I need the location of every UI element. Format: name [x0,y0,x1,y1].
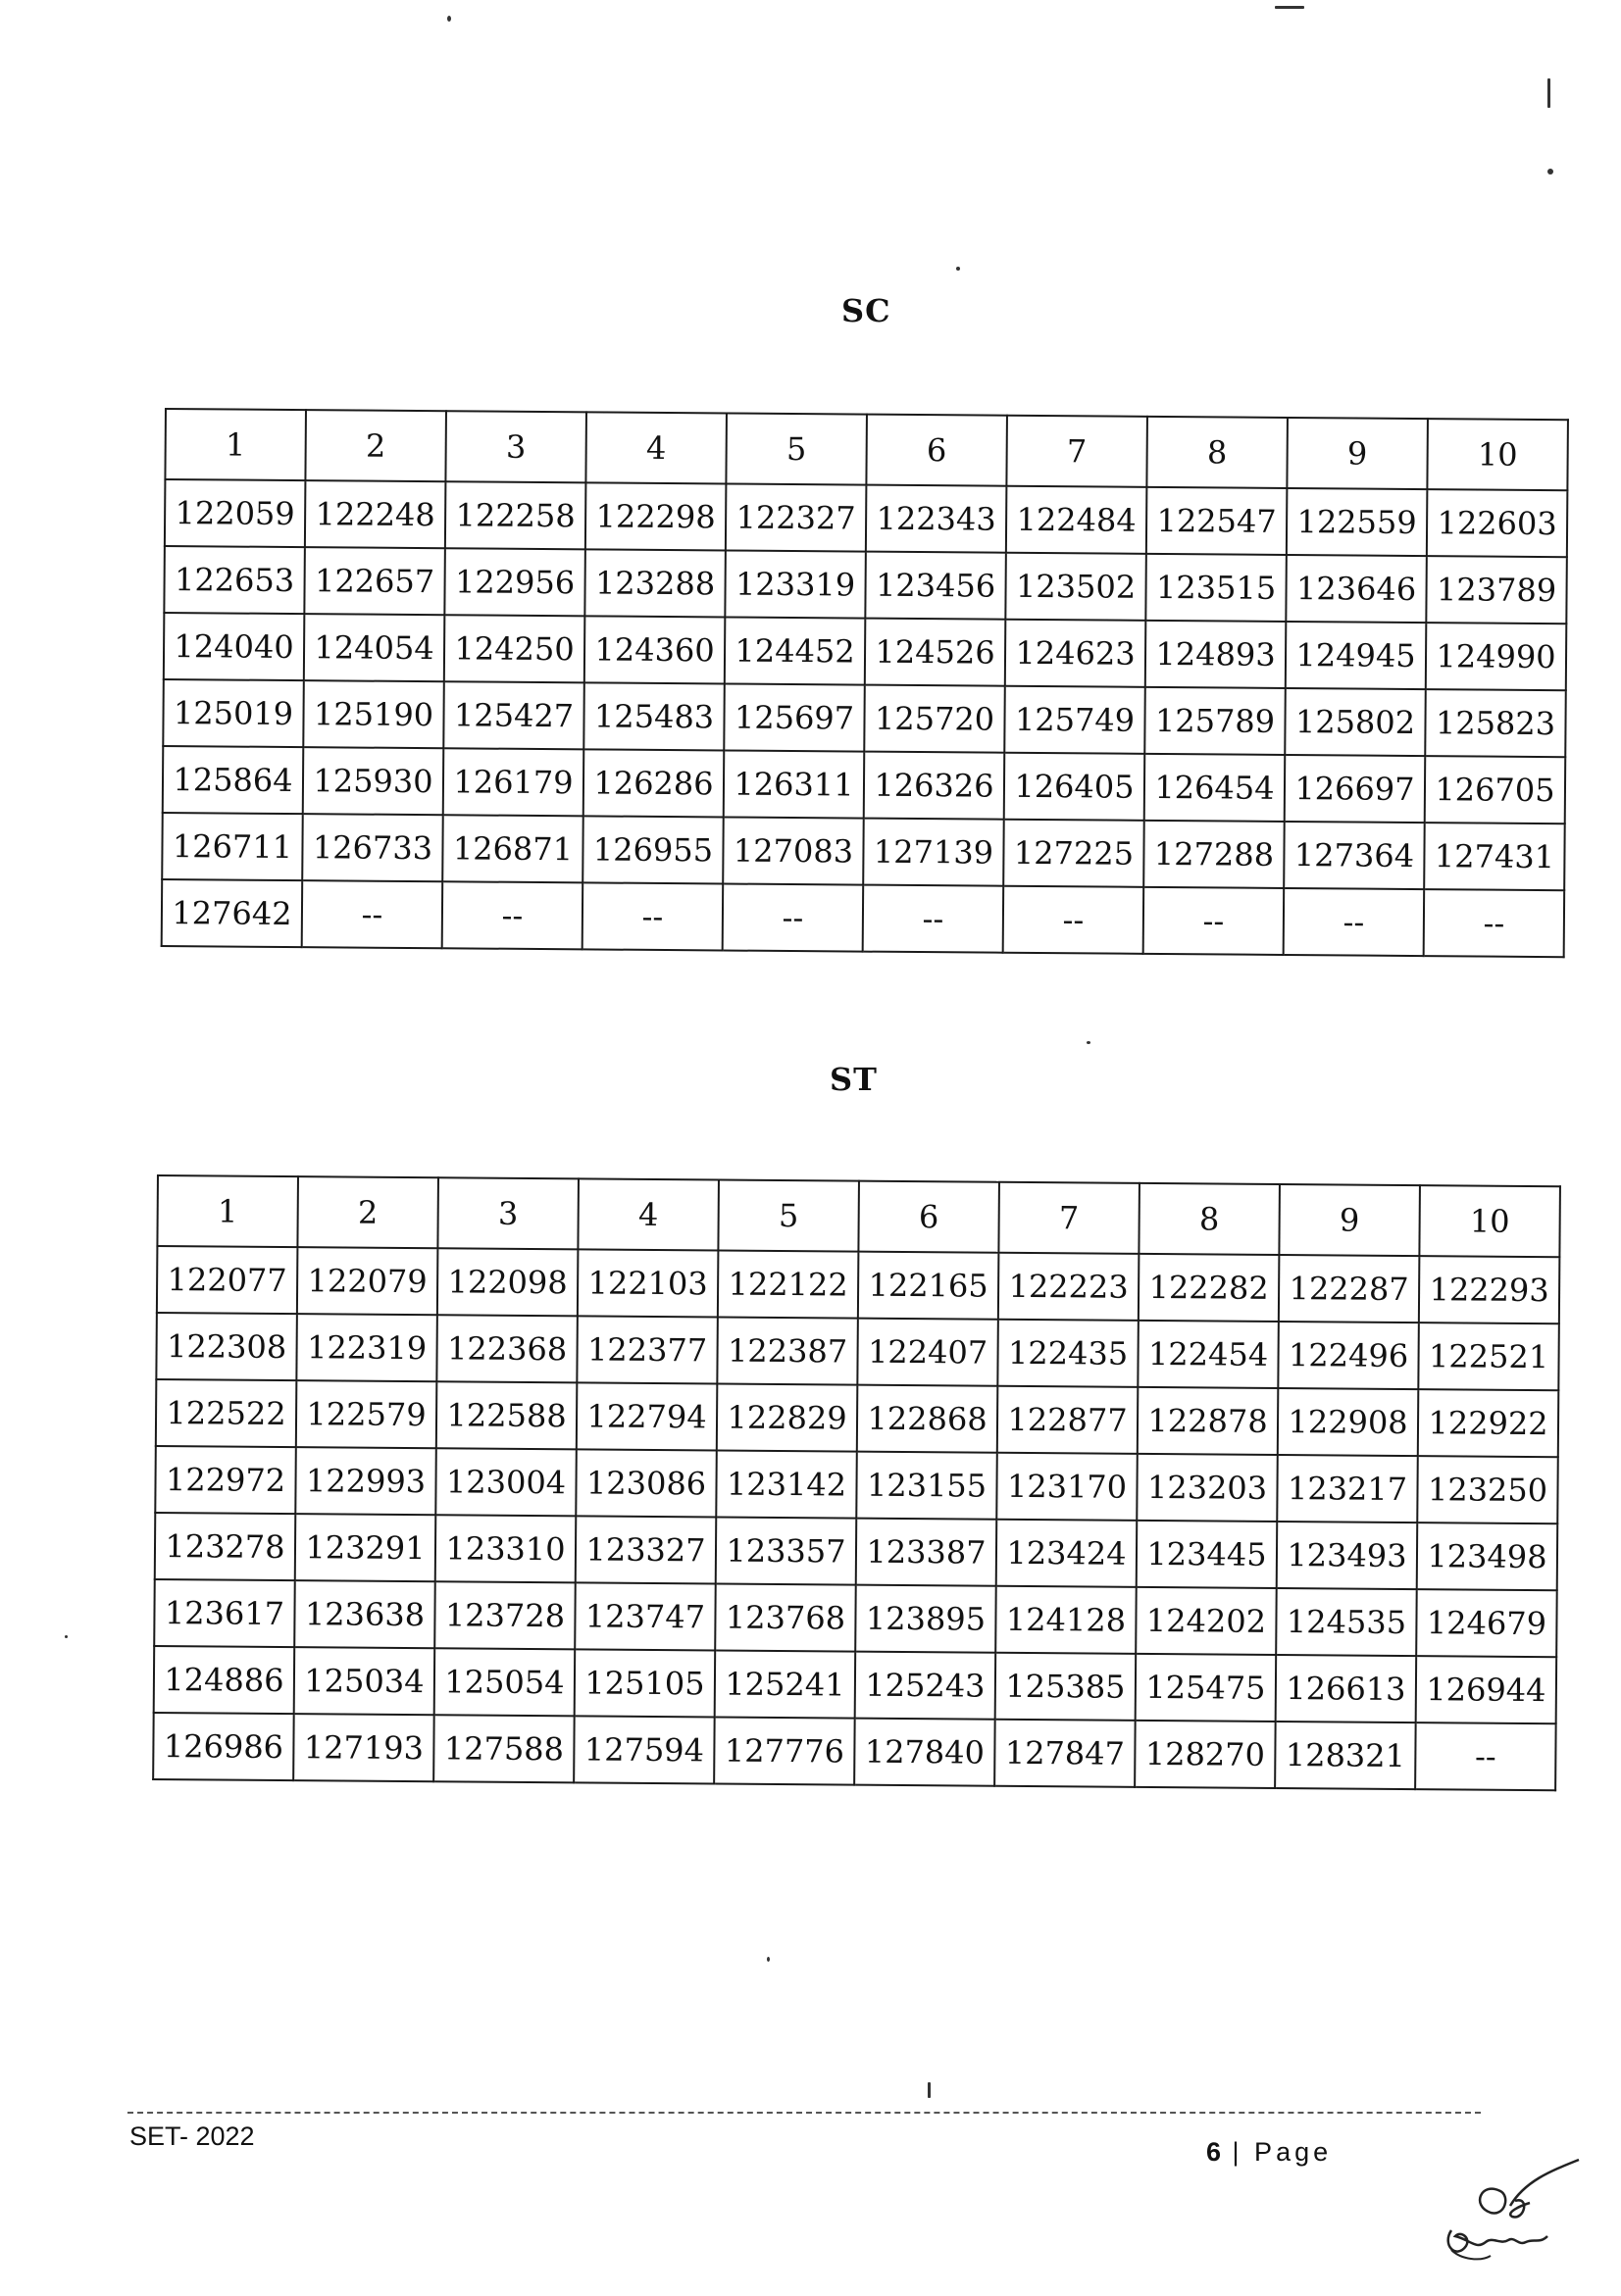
roll-number-cell: 122521 [1418,1323,1559,1390]
roll-number-cell: 123638 [294,1580,435,1648]
roll-number-cell: 122922 [1418,1389,1559,1457]
roll-number-cell: 122343 [866,485,1007,553]
table-row [156,1313,1558,1390]
roll-number-cell: -- [302,880,443,948]
table-row [163,679,1565,757]
table-row [153,1713,1555,1790]
roll-number-cell: 122327 [726,483,867,551]
roll-number-cell: 126705 [1425,756,1566,824]
roll-number-cell: 125427 [443,681,584,749]
roll-number-cell: 124679 [1416,1589,1557,1657]
column-header: 4 [578,1178,719,1250]
table-row [163,746,1565,824]
roll-number-cell: 123493 [1277,1522,1418,1589]
column-header: 9 [1279,1184,1420,1256]
roll-number-cell: 127847 [994,1720,1136,1787]
roll-number-cell: 122165 [858,1252,999,1320]
column-header: 3 [445,411,586,482]
table-row [155,1446,1557,1523]
roll-number-cell: 122377 [577,1316,718,1383]
roll-number-cell: 123086 [576,1449,717,1517]
roll-number-cell: 127083 [723,817,864,884]
roll-number-cell: -- [723,883,864,951]
roll-number-cell: 126733 [302,814,443,881]
table-row [154,1579,1556,1657]
roll-number-cell: 122579 [296,1380,437,1448]
roll-number-cell: 125823 [1425,689,1566,757]
roll-number-cell: 123617 [154,1579,295,1647]
table-row [164,613,1566,690]
roll-number-cell: 122868 [857,1385,998,1453]
st-roll-number-table [152,1174,1561,1791]
roll-number-cell: 123278 [155,1513,296,1580]
roll-number-cell: 122287 [1279,1255,1420,1323]
roll-number-cell: 122653 [164,546,305,614]
column-header: 1 [165,409,306,480]
roll-number-cell: 122547 [1146,487,1288,555]
roll-number-cell: 122293 [1419,1256,1560,1323]
roll-number-cell: 123728 [434,1581,576,1649]
column-header: 10 [1419,1185,1560,1257]
roll-number-cell: 123646 [1286,555,1427,623]
roll-number-cell: 123445 [1137,1521,1278,1588]
roll-number-cell: 126986 [153,1713,294,1780]
roll-number-cell: 122484 [1006,486,1147,554]
scan-speck [447,16,451,22]
table-row [162,813,1564,890]
roll-number-cell: 123498 [1417,1522,1558,1590]
roll-number-cell: 122454 [1138,1321,1279,1388]
roll-number-cell: 122077 [157,1246,298,1314]
roll-number-cell: 125483 [583,682,725,750]
roll-number-cell: 122122 [718,1250,859,1318]
roll-number-cell: 126326 [864,752,1005,820]
roll-number-cell: 123291 [295,1514,436,1581]
roll-number-cell: 128321 [1275,1722,1416,1789]
roll-number-cell: 123142 [716,1450,857,1518]
roll-number-cell: -- [1003,886,1144,954]
roll-number-cell: 127288 [1143,821,1285,888]
roll-number-cell: 126955 [583,816,724,883]
roll-number-cell: 127588 [433,1715,575,1782]
roll-number-cell: 127193 [293,1714,434,1781]
sc-section-title: SC [841,292,891,329]
roll-number-cell: 127594 [574,1716,715,1783]
roll-number-cell: -- [583,882,724,950]
roll-number-cell: 126179 [443,748,584,816]
roll-number-cell: 122794 [577,1382,718,1450]
roll-number-cell: 123768 [715,1583,856,1651]
roll-number-cell: 126613 [1276,1655,1417,1722]
scan-speck [1547,78,1550,108]
roll-number-cell: 127364 [1284,822,1425,889]
roll-number-cell: 122657 [304,547,445,615]
roll-number-cell: 126454 [1144,754,1286,822]
column-header: 9 [1287,418,1428,489]
roll-number-cell: 123747 [575,1582,716,1650]
roll-number-cell: 125385 [995,1653,1137,1721]
roll-number-cell: 125475 [1136,1654,1277,1722]
table-header-row [157,1175,1560,1257]
roll-number-cell: 125241 [715,1650,856,1718]
roll-number-cell: 122588 [436,1381,578,1449]
roll-number-cell: 124990 [1426,623,1567,690]
column-header: 10 [1427,419,1568,490]
column-header: 8 [1146,417,1288,488]
roll-number-cell: 122878 [1138,1387,1279,1455]
roll-number-cell: 124054 [304,614,445,681]
roll-number-cell: 124040 [164,613,305,680]
roll-number-cell: 123789 [1426,556,1567,624]
roll-number-cell: 122368 [436,1315,578,1382]
scan-speck [767,1957,770,1962]
roll-number-cell: 125697 [724,683,865,751]
roll-number-cell: 122098 [437,1248,579,1316]
roll-number-cell: 126405 [1004,753,1145,821]
table-row [157,1246,1559,1323]
roll-number-cell: 127776 [714,1717,855,1784]
roll-number-cell: 125749 [1004,686,1145,754]
roll-number-cell: 124893 [1145,621,1287,688]
roll-number-cell: 123327 [576,1516,717,1583]
roll-number-cell: 122059 [165,479,306,547]
roll-number-cell: 125034 [294,1647,435,1715]
handwritten-signature [1432,2152,1598,2270]
roll-number-cell: 125802 [1285,688,1426,756]
table-row [165,479,1567,557]
roll-number-cell: 123217 [1277,1455,1418,1522]
roll-number-cell: 125789 [1144,687,1286,755]
roll-number-cell: -- [1415,1722,1556,1790]
column-header: 2 [305,410,446,481]
roll-number-cell: 123170 [996,1453,1138,1521]
roll-number-cell: 122603 [1427,489,1568,557]
roll-number-cell: 122298 [585,482,727,550]
roll-number-cell: 122435 [997,1320,1139,1387]
roll-number-cell: 122079 [297,1247,438,1315]
st-section-title: ST [830,1061,878,1098]
roll-number-cell: 124526 [865,619,1006,686]
roll-number-cell: 124886 [154,1646,295,1714]
page-label: | Page [1232,2137,1333,2167]
roll-number-cell: 122972 [155,1446,296,1514]
roll-number-cell: 127840 [854,1719,995,1786]
column-header: 4 [585,412,727,483]
roll-number-cell: 123456 [865,552,1006,620]
scan-speck [956,267,960,271]
roll-number-cell: 122877 [997,1386,1139,1454]
column-header: 7 [1006,416,1147,487]
roll-number-cell: 124250 [444,615,585,682]
roll-number-cell: 122496 [1278,1322,1419,1389]
scan-speck [928,2082,931,2098]
roll-number-cell: 124360 [584,616,726,683]
column-header: 3 [437,1177,579,1249]
roll-number-cell: -- [1424,889,1565,957]
table-row [162,879,1564,957]
roll-number-cell: 122319 [296,1314,437,1381]
roll-number-cell: 122282 [1139,1254,1280,1322]
roll-number-cell: 122908 [1278,1388,1419,1456]
roll-number-cell: 125105 [575,1649,716,1717]
roll-number-cell: -- [1143,887,1285,955]
roll-number-cell: 123387 [856,1519,997,1586]
roll-number-cell: 122522 [156,1379,297,1447]
roll-number-cell: 122407 [857,1319,998,1386]
roll-number-cell: 125864 [163,746,304,814]
roll-number-cell: 123319 [725,550,866,618]
table-row [155,1513,1557,1590]
roll-number-cell: 122829 [717,1383,858,1451]
roll-number-cell: 124623 [1005,620,1146,687]
roll-number-cell: 127431 [1424,823,1565,890]
roll-number-cell: 124202 [1136,1587,1277,1655]
roll-number-cell: 124128 [995,1586,1137,1654]
roll-number-cell: 125720 [864,685,1005,753]
roll-number-cell: 123155 [856,1452,997,1520]
roll-number-cell: 124945 [1286,622,1427,689]
roll-number-cell: 122387 [717,1317,858,1384]
roll-number-cell: 125019 [163,679,304,747]
roll-number-cell: 123203 [1137,1454,1278,1522]
roll-number-cell: 127642 [162,879,303,947]
roll-number-cell: 125190 [303,680,444,748]
column-header: 7 [998,1182,1140,1254]
table-header-row [165,409,1568,490]
roll-number-cell: 123310 [435,1515,577,1582]
footer-page-indicator [1206,2137,1332,2168]
roll-number-cell: 122993 [295,1447,436,1515]
roll-number-cell: 123288 [584,549,726,617]
roll-number-cell: 122258 [445,481,586,549]
column-header: 5 [718,1180,859,1252]
table-row [154,1646,1556,1723]
scan-speck [1275,6,1304,9]
sc-roll-number-table [161,408,1569,958]
roll-number-cell: -- [863,885,1004,953]
column-header: 6 [858,1181,999,1253]
column-header: 1 [157,1175,298,1247]
roll-number-cell: 126711 [162,813,303,880]
column-header: 8 [1139,1183,1280,1255]
footer-exam-label: SET- 2022 [129,2121,255,2151]
column-header: 5 [726,414,867,485]
scan-speck [1547,169,1553,175]
roll-number-cell: 125243 [855,1652,996,1720]
roll-number-cell: 126697 [1285,755,1426,823]
roll-number-cell: 122248 [305,480,446,548]
roll-number-cell: 122308 [156,1313,297,1380]
roll-number-cell: 125930 [303,747,444,815]
roll-number-cell: 122223 [998,1253,1140,1321]
roll-number-cell: 126871 [442,815,583,882]
page-number: 6 [1206,2137,1222,2167]
scan-speck [1087,1041,1090,1044]
roll-number-cell: 123004 [435,1448,577,1516]
roll-number-cell: 123357 [716,1517,857,1584]
roll-number-cell: 124452 [725,617,866,684]
roll-number-cell: 123250 [1417,1456,1558,1523]
roll-number-cell: 126311 [724,750,865,818]
roll-number-cell: 123502 [1005,553,1146,621]
footer-divider [127,2112,1481,2114]
roll-number-cell: 123895 [855,1585,996,1653]
roll-number-cell: 123424 [996,1520,1138,1587]
roll-number-cell: 122559 [1287,488,1428,556]
roll-number-cell: 127225 [1003,820,1144,887]
roll-number-cell: 127139 [863,819,1004,886]
roll-number-cell: 124535 [1276,1588,1417,1656]
column-header: 6 [866,415,1007,486]
roll-number-cell: -- [442,881,583,949]
roll-number-cell: 122103 [578,1249,719,1317]
roll-number-cell: 126944 [1416,1656,1557,1723]
roll-number-cell: 123515 [1145,554,1287,622]
scan-speck [65,1635,68,1638]
roll-number-cell: 126286 [583,749,725,817]
column-header: 2 [297,1176,438,1248]
table-row [156,1379,1558,1457]
roll-number-cell: 128270 [1135,1721,1276,1788]
roll-number-cell: -- [1284,888,1425,956]
roll-number-cell: 122956 [444,548,585,616]
roll-number-cell: 125054 [434,1648,576,1716]
table-row [164,546,1566,624]
